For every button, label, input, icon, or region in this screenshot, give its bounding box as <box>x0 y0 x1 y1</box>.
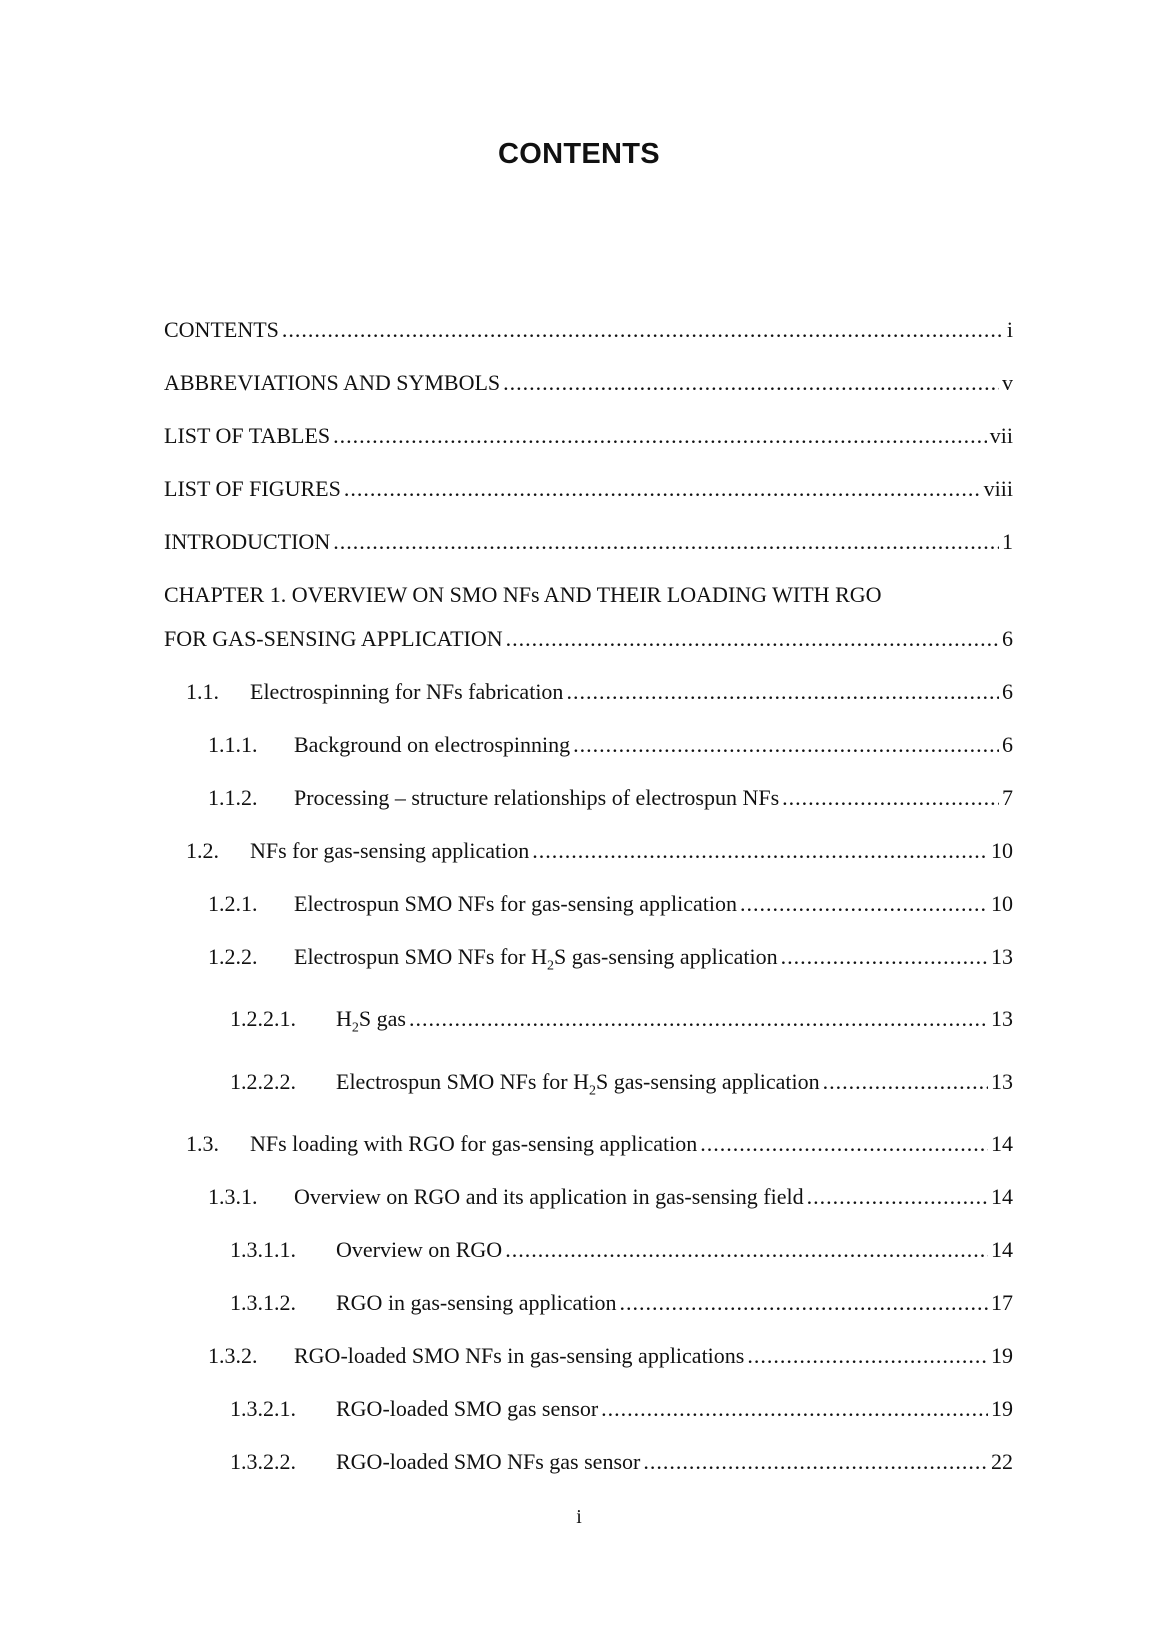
toc-entry-number: 1.1.1. <box>208 732 258 757</box>
dot-leader <box>503 369 999 397</box>
toc-entry-label: RGO-loaded SMO NFs in gas-sensing applications <box>294 1343 745 1369</box>
subscript: 2 <box>351 1020 359 1036</box>
label-part-b: S gas <box>358 1006 406 1032</box>
toc-entry-contents[interactable] <box>164 316 1013 344</box>
toc-entry-number: 1.3.1.1. <box>230 1237 296 1263</box>
toc-entry-page: viii <box>983 476 1013 501</box>
subscript: 2 <box>547 958 554 974</box>
toc-entry-page: 13 <box>991 1068 1013 1094</box>
dot-leader <box>573 731 999 759</box>
toc-entry-list-of-figures[interactable] <box>164 475 1013 503</box>
toc-entry-label: Overview on RGO and its application in gas-sensing field <box>294 1184 804 1210</box>
toc-entry-number: 1.2.2. <box>208 944 258 969</box>
toc-entry-label: Background on electrospinning <box>294 732 571 757</box>
toc-entry-label: Overview on RGO <box>336 1237 503 1263</box>
dot-leader <box>505 1236 988 1264</box>
toc-entry-page: 1 <box>1002 529 1013 554</box>
toc-entry-label: RGO-loaded SMO gas sensor <box>336 1396 599 1422</box>
toc-entry-page: 13 <box>991 1006 1013 1032</box>
toc-entry-page: i <box>1006 317 1013 342</box>
toc-entry-chapter-1[interactable] <box>164 625 1013 653</box>
dot-leader <box>747 1342 988 1370</box>
toc-entry-chapter-1-line-1[interactable]: CHAPTER 1. OVERVIEW ON SMO NFs AND THEIR LOADING WITH RGO <box>164 582 882 607</box>
toc-entry-label: RGO-loaded SMO NFs gas sensor <box>336 1449 641 1475</box>
toc-entry-page: 10 <box>991 891 1013 916</box>
toc-entry-1-3-1-2[interactable] <box>164 1289 1013 1317</box>
toc-entry-1-2-1[interactable] <box>164 890 1013 918</box>
toc-entry-1-1-1[interactable] <box>164 731 1013 759</box>
dot-leader <box>532 837 988 865</box>
dot-leader <box>282 316 1004 344</box>
dot-leader <box>344 475 981 503</box>
toc-entry-1-3[interactable] <box>164 1130 1013 1158</box>
toc-entry-number: 1.3.2.1. <box>230 1396 296 1422</box>
toc-entry-number: 1.3.1. <box>208 1184 258 1210</box>
toc-entry-number: 1.3.2. <box>208 1343 258 1369</box>
toc-entry-label: NFs for gas-sensing application <box>250 838 530 863</box>
toc-entry-page: 14 <box>991 1184 1013 1210</box>
toc-entry-1-2-2-1[interactable] <box>164 1005 1013 1042</box>
dot-leader <box>643 1448 988 1476</box>
subscript: 2 <box>589 1083 596 1099</box>
toc-entry-1-1-2[interactable] <box>164 784 1013 812</box>
toc-entry-number: 1.2.2.2. <box>230 1068 296 1094</box>
label-part-a: H <box>336 1006 352 1032</box>
toc-entry-1-2[interactable] <box>164 837 1013 865</box>
toc-entry-page: 19 <box>991 1343 1013 1369</box>
toc-entry-page: 14 <box>991 1131 1013 1157</box>
toc-entry-page: 19 <box>991 1396 1013 1422</box>
toc-entry-number: 1.2.1. <box>208 891 258 916</box>
toc-entry-1-3-1-1[interactable] <box>164 1236 1013 1264</box>
toc-entry-page: 22 <box>991 1449 1013 1475</box>
toc-entry-label: LIST OF FIGURES <box>164 476 341 501</box>
toc-entry-label: CONTENTS <box>164 317 279 342</box>
label-part-a: Electrospun SMO NFs for H <box>336 1068 589 1094</box>
toc-entry-page: 17 <box>991 1290 1013 1316</box>
toc-entry-label: Electrospinning for NFs fabrication <box>250 679 564 704</box>
page-number: i <box>576 1506 582 1528</box>
dot-leader <box>566 678 999 706</box>
toc-entry-number: 1.3. <box>186 1131 219 1157</box>
toc-entry-page: 6 <box>1002 732 1013 757</box>
dot-leader <box>740 890 988 918</box>
label-part-b: S gas-sensing application <box>554 944 778 969</box>
dot-leader <box>700 1130 988 1158</box>
label-part-a: Electrospun SMO NFs for H <box>294 944 547 969</box>
toc-entry-page: v <box>1002 370 1013 395</box>
toc-entry-label <box>336 1068 820 1105</box>
toc-entry-label <box>294 943 778 980</box>
toc-entry-1-3-2-1[interactable] <box>164 1395 1013 1423</box>
table-of-contents <box>164 316 1013 1501</box>
toc-entry-label: RGO in gas-sensing application <box>336 1290 617 1316</box>
toc-entry-1-2-2[interactable] <box>164 943 1013 980</box>
toc-entry-label: NFs loading with RGO for gas-sensing application <box>250 1131 698 1157</box>
toc-entry-number: 1.3.2.2. <box>230 1449 296 1475</box>
toc-entry-number: 1.1. <box>186 679 219 704</box>
dot-leader <box>333 528 999 556</box>
toc-entry-page: vii <box>989 423 1013 448</box>
page-title: CONTENTS <box>498 138 660 170</box>
toc-entry-list-of-tables[interactable] <box>164 422 1013 450</box>
toc-entry-page: 13 <box>991 944 1013 969</box>
toc-entry-1-3-2[interactable] <box>164 1342 1013 1370</box>
label-part-b: S gas-sensing application <box>596 1068 820 1094</box>
toc-entry-label <box>336 1005 406 1042</box>
toc-entry-1-2-2-2[interactable] <box>164 1068 1013 1105</box>
toc-entry-abbreviations[interactable] <box>164 369 1013 397</box>
toc-entry-introduction[interactable] <box>164 528 1013 556</box>
toc-entry-page: 6 <box>1002 626 1013 651</box>
toc-entry-1-3-2-2[interactable] <box>164 1448 1013 1476</box>
toc-entry-number: 1.3.1.2. <box>230 1290 296 1316</box>
toc-entry-page: 6 <box>1002 679 1013 704</box>
toc-entry-label: Processing – structure relationships of electrospun NFs <box>294 785 780 810</box>
dot-leader <box>807 1183 988 1211</box>
dot-leader <box>333 422 987 450</box>
toc-entry-page: 10 <box>991 838 1013 863</box>
toc-entry-page: 7 <box>1002 785 1013 810</box>
toc-entry-number: 1.2.2.1. <box>230 1006 296 1032</box>
toc-entry-1-3-1[interactable] <box>164 1183 1013 1211</box>
toc-entry-label: INTRODUCTION <box>164 529 331 554</box>
dot-leader <box>506 625 999 653</box>
toc-entry-label: ABBREVIATIONS AND SYMBOLS <box>164 370 501 395</box>
toc-entry-1-1[interactable] <box>164 678 1013 706</box>
dot-leader <box>823 1068 988 1096</box>
dot-leader <box>409 1005 988 1033</box>
dot-leader <box>619 1289 988 1317</box>
toc-entry-page: 14 <box>991 1237 1013 1263</box>
dot-leader <box>781 943 988 971</box>
toc-entry-label: Electrospun SMO NFs for gas-sensing application <box>294 891 737 916</box>
toc-entry-number: 1.1.2. <box>208 785 258 810</box>
toc-entry-label: FOR GAS-SENSING APPLICATION <box>164 626 503 651</box>
dot-leader <box>782 784 999 812</box>
toc-entry-number: 1.2. <box>186 838 219 863</box>
dot-leader <box>601 1395 988 1423</box>
toc-entry-label: LIST OF TABLES <box>164 423 331 448</box>
